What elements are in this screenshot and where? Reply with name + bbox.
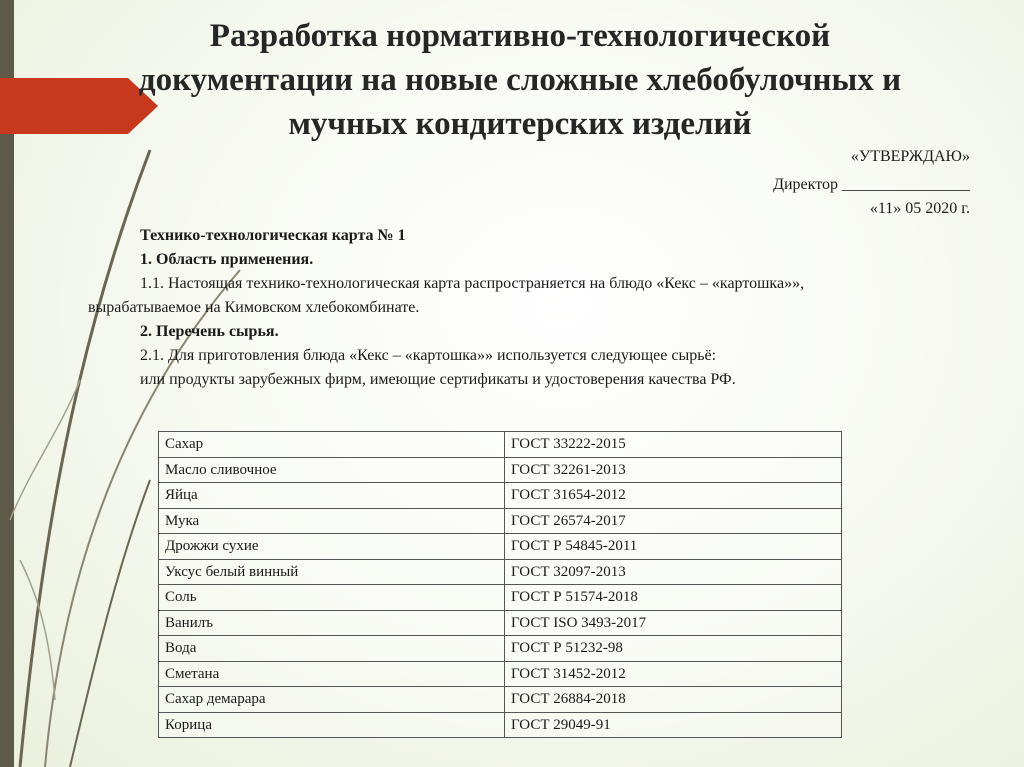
ingredient-name: Дрожжи сухие [159,534,505,560]
ingredient-name: Ванилъ [159,610,505,636]
ingredient-standard: ГОСТ 32261-2013 [505,457,842,483]
ingredient-name: Сахар демарара [159,687,505,713]
ingredient-standard: ГОСТ 26574-2017 [505,508,842,534]
ingredient-standard: ГОСТ 31654-2012 [505,483,842,509]
ingredient-name: Яйца [159,483,505,509]
ingredient-standard: ГОСТ Р 51574-2018 [505,585,842,611]
director-line: Директор ________________ [773,176,970,193]
table-row [159,559,842,585]
ingredient-name: Соль [159,585,505,611]
ingredient-name: Мука [159,508,505,534]
ingredient-standard: ГОСТ Р 54845-2011 [505,534,842,560]
ingredient-name: Корица [159,712,505,738]
section-1-text: 1.1. Настоящая технико-технологическая карта распространяется на блюдо «Кекс – «картошка»», [140,275,805,292]
table-row [159,432,842,458]
table-row [159,457,842,483]
section-1-title: 1. Область применения. [140,251,314,268]
card-title: Технико-технологическая карта № 1 [140,227,406,244]
table-row [159,585,842,611]
title-line: Разработка нормативно-технологической [209,18,831,54]
title-line: документации на новые сложные хлебобулочных и [138,62,902,98]
ingredient-name: Сахар [159,432,505,458]
ingredient-name: Уксус белый винный [159,559,505,585]
section-2-text: 2.1. Для приготовления блюда «Кекс – «картошка»» используется следующее сырьё: [140,347,717,364]
approve-label: «УТВЕРЖДАЮ» [850,148,970,165]
ingredient-standard: ГОСТ 29049-91 [505,712,842,738]
section-1-text-cont: вырабатываемое на Кимовском хлебокомбинате. [88,299,420,316]
ingredient-standard: ГОСТ Р 51232-98 [505,636,842,662]
table-row [159,661,842,687]
ingredient-standard: ГОСТ 26884-2018 [505,687,842,713]
ingredient-standard: ГОСТ ISO 3493-2017 [505,610,842,636]
ingredients-table [158,431,842,738]
table-row [159,483,842,509]
table-row [159,687,842,713]
table-row [159,534,842,560]
ingredient-standard: ГОСТ 31452-2012 [505,661,842,687]
section-2-title: 2. Перечень сырья. [140,323,279,340]
ingredient-name: Вода [159,636,505,662]
table-row [159,712,842,738]
approval-date: «11» 05 2020 г. [869,200,970,217]
title-line: мучных кондитерских изделий [288,106,752,142]
table-row [159,508,842,534]
page-title [40,14,1000,146]
table-row [159,636,842,662]
document-body [88,224,988,392]
section-2-text-cont: или продукты зарубежных фирм, имеющие сертификаты и удостоверения качества РФ. [140,371,736,388]
ingredient-name: Сметана [159,661,505,687]
ingredient-standard: ГОСТ 33222-2015 [505,432,842,458]
table-row [159,610,842,636]
ingredient-standard: ГОСТ 32097-2013 [505,559,842,585]
ingredient-name: Масло сливочное [159,457,505,483]
